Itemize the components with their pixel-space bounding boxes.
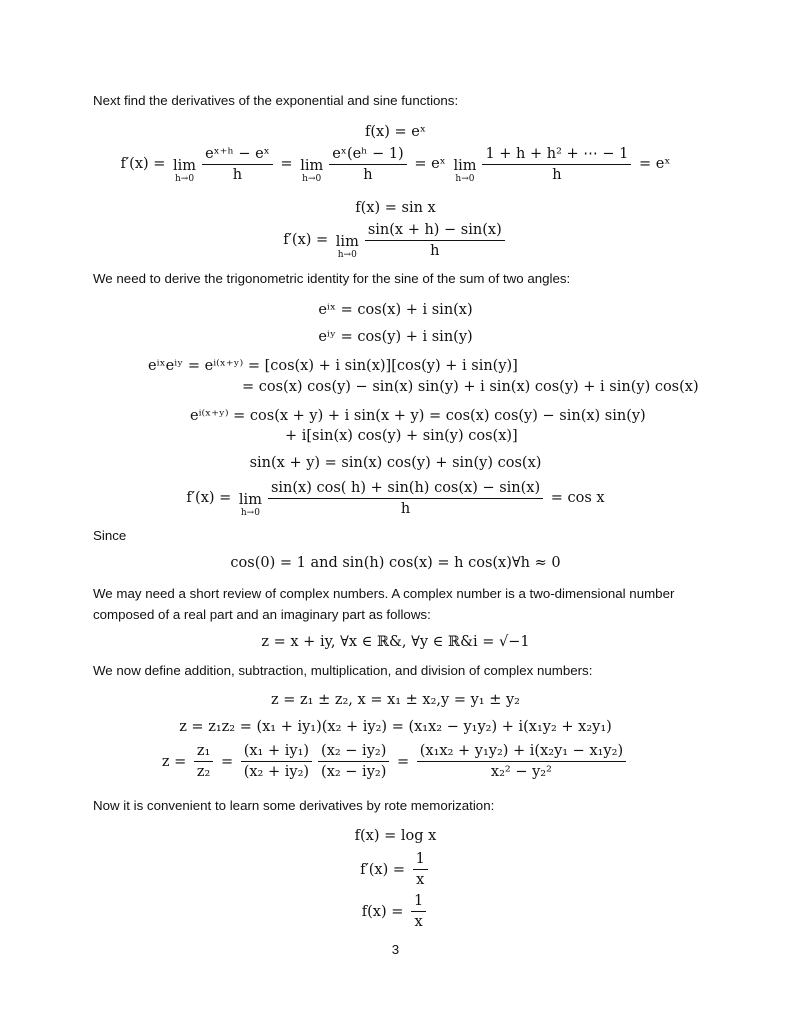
eq-lhs: z = (161, 753, 191, 770)
eq-lhs: f′(x) = (186, 490, 236, 506)
numerator: (x₁ + iy₁) (241, 742, 312, 762)
numerator: z₁ (194, 742, 213, 762)
limit-operator: lim (335, 234, 359, 250)
limit (173, 144, 196, 184)
denominator: h (363, 166, 373, 183)
paragraph: We need to derive the trigonometric identity for the sine of the sum of two angles: (93, 271, 571, 286)
equation-product-line1: eⁱˣeⁱʸ = eⁱ⁽ˣ⁺ʸ⁾ = [cos(x) + i sin(x)][cos(y) + i sin(y)] (148, 358, 518, 374)
equation-sine-sum-identity: sin(x + y) = sin(x) cos(y) + sin(y) cos(x) (249, 455, 542, 471)
paragraph: We may need a short review of complex numbers. A complex number is a two-dimensional number composed of a real part and an imaginary part as follows: (93, 586, 675, 622)
denominator: (x₂ + iy₂) (243, 764, 310, 780)
fraction (268, 479, 543, 518)
fraction (413, 850, 428, 889)
fraction (318, 742, 389, 781)
eq-rhs: = eˣ (634, 156, 671, 172)
equation-sum-line2: + i[sin(x) cos(y) + sin(y) cos(x)] (285, 428, 518, 444)
numerator: (x₁x₂ + y₁y₂) + i(x₂y₁ − x₁y₂) (417, 742, 626, 762)
denominator: h (232, 166, 243, 183)
fraction (241, 742, 312, 781)
eq-lhs: f(x) = (361, 903, 408, 920)
limit (336, 220, 359, 260)
limit-operator: lim (173, 158, 197, 174)
equals: = (216, 753, 238, 770)
fraction (202, 145, 273, 184)
equation-complex-number: z = x + iy, ∀x ∈ ℝ&, ∀y ∈ ℝ&i = √−1 (261, 634, 530, 650)
equation-sine-derivative (0, 220, 791, 260)
equation-product-line2: = cos(x) cos(y) − sin(x) sin(y) + i sin(x) cos(y) + i sin(y) cos(x) (242, 379, 699, 395)
limit-operator: lim (453, 158, 477, 174)
numerator: eˣ⁺ʰ − eˣ (202, 145, 273, 165)
equals: = (392, 753, 414, 770)
denominator: x₂² − y₂² (490, 764, 552, 780)
fraction (365, 221, 505, 260)
equation-log-derivative (0, 850, 791, 889)
equation-complex-multiplication: z = z₁z₂ = (x₁ + iy₁)(x₂ + iy₂) = (x₁x₂ − y₁y₂) + i(x₁y₂ + x₂y₁) (179, 719, 612, 735)
numerator: 1 + h + h² + ⋯ − 1 (482, 145, 631, 165)
equation-complex-addition: z = z₁ ± z₂, x = x₁ ± x₂,y = y₁ ± y₂ (271, 692, 520, 708)
limit-subscript: h→0 (240, 508, 260, 518)
limit (239, 478, 262, 518)
eq-lhs: f′(x) = (283, 232, 333, 248)
limit (300, 144, 323, 184)
fraction (329, 145, 407, 184)
equation-log: f(x) = log x (354, 828, 437, 844)
page-number: 3 (391, 942, 400, 957)
equation-reciprocal (0, 892, 791, 931)
eq-lhs: f′(x) = (120, 156, 171, 172)
denominator: x (416, 872, 425, 888)
numerator: 1 (411, 892, 426, 912)
limit (453, 144, 476, 184)
limit-subscript: h→0 (337, 250, 357, 260)
equation-complex-division (0, 742, 791, 781)
numerator: eˣ(eʰ − 1) (329, 145, 407, 165)
paragraph: Since (93, 528, 127, 543)
fraction (482, 145, 631, 184)
fraction (411, 892, 426, 931)
denominator: z₂ (196, 764, 211, 780)
equation-euler-y: eⁱʸ = cos(y) + i sin(y) (318, 329, 473, 345)
denominator: (x₂ − iy₂) (321, 764, 387, 780)
limit-subscript: h→0 (302, 174, 322, 184)
numerator: (x₂ − iy₂) (318, 742, 389, 762)
paragraph: Now it is convenient to learn some derivatives by rote memorization: (93, 798, 495, 813)
limit-subscript: h→0 (455, 174, 475, 184)
equals: = eˣ (409, 156, 451, 172)
paragraph: We now define addition, subtraction, multiplication, and division of complex numbers: (93, 663, 593, 678)
numerator: sin(x + h) − sin(x) (365, 221, 505, 241)
denominator: h (552, 166, 562, 183)
equation-sine-derivative-result (0, 478, 791, 518)
paragraph: Next find the derivatives of the exponential and sine functions: (93, 93, 459, 108)
denominator: h (430, 242, 440, 259)
equation-euler-x: eⁱˣ = cos(x) + i sin(x) (318, 302, 473, 318)
eq-rhs: = cos x (546, 490, 605, 506)
limit-operator: lim (300, 158, 324, 174)
limit-operator: lim (238, 492, 262, 508)
fraction (194, 742, 213, 781)
fraction (417, 742, 626, 781)
equation-exp-derivative (0, 144, 791, 184)
denominator: x (414, 914, 423, 930)
equation-sine: f(x) = sin x (355, 200, 436, 216)
numerator: 1 (413, 850, 428, 870)
eq-lhs: f′(x) = (360, 861, 410, 878)
denominator: h (400, 500, 411, 517)
limit-subscript: h→0 (175, 174, 195, 184)
equation-exp: f(x) = eˣ (365, 124, 426, 140)
equals: = (275, 156, 298, 172)
numerator: sin(x) cos( h) + sin(h) cos(x) − sin(x) (268, 479, 543, 499)
equation-sum-line1: eⁱ⁽ˣ⁺ʸ⁾ = cos(x + y) + i sin(x + y) = cos(x) cos(y) − sin(x) sin(y) (190, 408, 646, 424)
equation-small-angle: cos(0) = 1 and sin(h) cos(x) = h cos(x)∀h ≈ 0 (230, 555, 561, 571)
